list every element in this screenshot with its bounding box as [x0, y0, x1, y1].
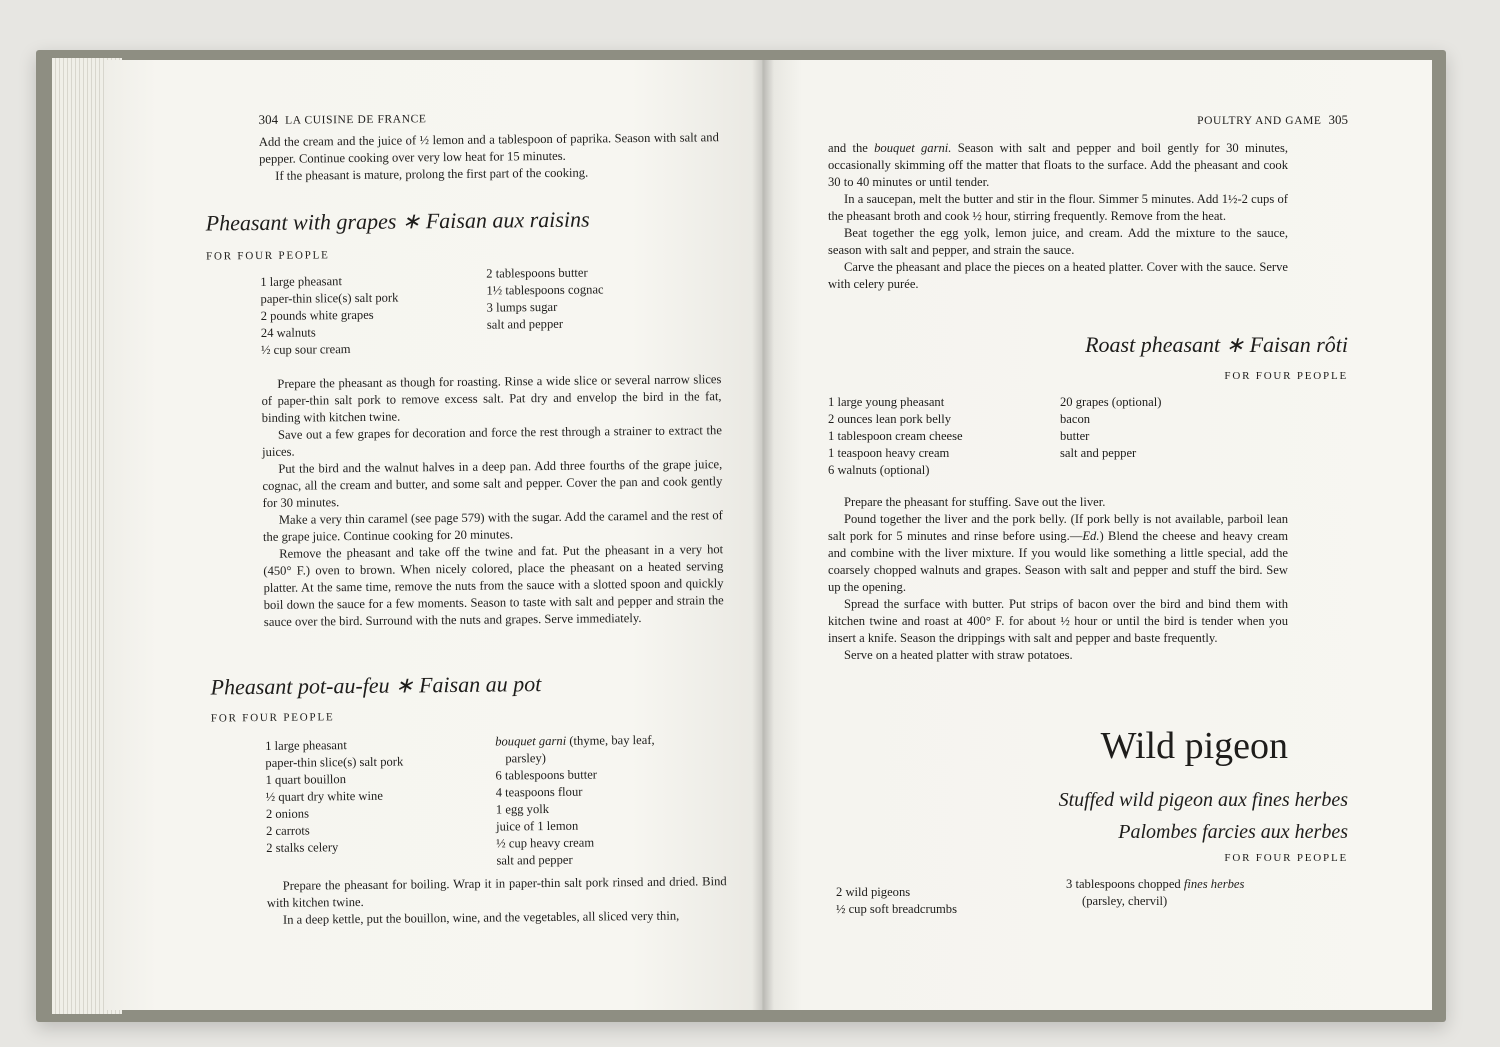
ingredients-list-5	[828, 394, 963, 479]
text-run: Pound together the liver and the pork belly. (If pork belly is not available, parboil lean salt pork for 5 minutes and rinse before using.—	[828, 512, 1288, 543]
method-paragraph: In a deep kettle, put the bouillon, wine, and the vegetables, all sliced very thin,	[282, 908, 680, 927]
ingredient: 2 wild pigeons	[836, 885, 911, 899]
ingredient: salt and pepper	[496, 852, 573, 868]
ingredient-rest: (thyme, bay leaf,	[566, 732, 655, 748]
continuation-paragraph: Beat together the egg yolk, lemon juice, and cream. Add the mixture to the sauce, season with salt and pepper, and strain the sauce.	[828, 226, 1288, 257]
ingredient: 1 teaspoon heavy cream	[828, 446, 950, 460]
ingredient: 6 tablespoons butter	[495, 767, 598, 783]
left-page	[104, 60, 764, 1010]
ingredient: 2 ounces lean pork belly	[828, 412, 952, 426]
right-running-title: POULTRY AND GAME	[1197, 115, 1322, 127]
right-page-number: 305	[1328, 112, 1348, 127]
method-paragraph	[828, 511, 1288, 596]
left-running-head	[259, 110, 427, 128]
ingredient: butter	[1060, 429, 1090, 443]
ingredients-list-8	[1066, 876, 1244, 910]
text-run-italic: Ed.	[1082, 529, 1100, 543]
ingredient: 2 tablespoons butter	[486, 265, 588, 281]
ingredients-list-7	[836, 884, 957, 918]
ingredient: 2 pounds white grapes	[260, 307, 374, 323]
recipe-title-pheasant-grapes: Pheasant with grapes ∗ Faisan aux raisins	[205, 206, 590, 236]
section-title-wild-pigeon: Wild pigeon	[1100, 725, 1288, 767]
ingredient: juice of 1 lemon	[495, 818, 579, 834]
method-paragraph: Prepare the pheasant as though for roasting. Rinse a wide slice or several narrow slices of paper-thin salt pork to remove excess salt. Pat dry and envelop the bird in the fat, binding with kitchen twine.	[261, 372, 722, 425]
text-run-italic: fines herbes	[1183, 877, 1245, 891]
ingredient: 2 carrots	[266, 823, 310, 838]
method-pheasant-grapes	[261, 371, 724, 631]
ingredient: 1 large pheasant	[260, 274, 343, 289]
method-paragraph: Make a very thin caramel (see page 579) with the sugar. Add the caramel and the rest of the grape juice. Continue cooking for 20 minutes.	[262, 508, 723, 544]
ingredient: 3 lumps sugar	[486, 299, 558, 315]
text-run: 3 tablespoons chopped	[1066, 877, 1184, 891]
method-paragraph: Remove the pheasant and take off the twine and fat. Put the pheasant in a very hot (450° F.) oven to brown. When nicely colored, place the pheasant on a heated serving platter. At the same time, remove the nuts from the sauce with a slotted spoon and quickly boil down the sauce for a few moments. Season to taste with salt and pepper and strain the sauce over the bird. Surround with the nuts and grapes. Serve immediately.	[263, 542, 724, 629]
book-gutter	[752, 60, 774, 1010]
ingredient: 20 grapes (optional)	[1060, 395, 1162, 409]
text-run: Season with salt and pepper and boil gently for 30 minutes, occasionally skimming off the matter that floats to the surface. Add the pheasant and cook 30 to 40 minutes or until tender.	[828, 141, 1288, 189]
ingredient: 1 large pheasant	[265, 738, 347, 753]
ingredient: ½ cup soft breadcrumbs	[836, 902, 958, 916]
method-roast-pheasant	[828, 494, 1288, 664]
ingredients-list-4	[495, 732, 656, 870]
ingredient-italic: bouquet garni	[495, 733, 567, 749]
recipe-title-roast-pheasant: Roast pheasant ∗ Faisan rôti	[1085, 332, 1348, 357]
subtitle-line: Palombes farcies aux herbes	[1118, 821, 1348, 843]
ingredient: ½ quart dry white wine	[265, 788, 383, 804]
intro-paragraph: Add the cream and the juice of ½ lemon and a tablespoon of paprika. Season with salt and pepper. Continue cooking over very low heat for 15 minutes.	[258, 130, 719, 166]
ingredient: 6 walnuts (optional)	[828, 463, 930, 477]
method-paragraph: Prepare the pheasant for stuffing. Save out the liver.	[844, 495, 1106, 509]
ingredient: paper-thin slice(s) salt pork	[265, 754, 404, 770]
intro-paragraph: If the pheasant is mature, prolong the first part of the cooking.	[275, 165, 589, 183]
ingredient: 4 teaspoons flour	[495, 784, 583, 800]
left-page-number: 304	[258, 111, 279, 127]
ingredient: 2 stalks celery	[266, 840, 339, 855]
subtitle-line: Stuffed wild pigeon aux fines herbes	[1058, 789, 1348, 811]
continuation-paragraph	[828, 140, 1288, 191]
ingredient: salt and pepper	[486, 316, 564, 332]
method-pot-au-feu	[267, 873, 728, 929]
ingredients-list-2	[486, 264, 604, 333]
ingredient: parsley)	[505, 751, 546, 766]
ingredient: (parsley, chervil)	[1082, 894, 1168, 908]
method-paragraph: Prepare the pheasant for boiling. Wrap it in paper-thin salt pork rinsed and dried. Bind with kitchen twine.	[266, 874, 727, 910]
intro-text	[259, 129, 720, 185]
recipe-title-pot-au-feu: Pheasant pot-au-feu ∗ Faisan au pot	[210, 671, 542, 700]
ingredient	[1066, 876, 1244, 893]
recipe-subtitle-wild-pigeon	[1059, 784, 1348, 848]
method-paragraph: Serve on a heated platter with straw potatoes.	[844, 648, 1073, 662]
ingredients-list-6	[1060, 394, 1161, 462]
ingredients-list-1	[260, 273, 399, 359]
continuation-paragraph: Carve the pheasant and place the pieces on a heated platter. Cover with the sauce. Serve with celery purée.	[828, 260, 1288, 291]
serves-label: FOR FOUR PEOPLE	[210, 711, 335, 725]
text-run: and the	[828, 141, 875, 155]
ingredient: 2 onions	[265, 806, 310, 821]
ingredient: 1½ tablespoons cognac	[486, 282, 604, 298]
continuation-text	[828, 140, 1288, 293]
text-run-italic: bouquet garni.	[874, 141, 952, 155]
ingredient: ½ cup heavy cream	[496, 835, 595, 851]
ingredient	[495, 732, 655, 751]
serves-label: FOR FOUR PEOPLE	[1224, 370, 1348, 382]
serves-label: FOR FOUR PEOPLE	[1224, 852, 1348, 864]
method-paragraph: Put the bird and the walnut halves in a deep pan. Add three fourths of the grape juice, cognac, all the cream and butter, and some salt and pepper. Cover the pan and cook gently for 30 minutes.	[262, 457, 723, 510]
right-page	[762, 60, 1432, 1010]
ingredient: 1 large young pheasant	[828, 395, 945, 409]
serves-label: FOR FOUR PEOPLE	[205, 249, 330, 263]
method-paragraph: Spread the surface with butter. Put strips of bacon over the bird and bind them with kitchen twine and roast at 400° F. for about ½ hour or until the bird is tender when you insert a knife. Season the drippings with salt and pepper and baste frequently.	[828, 597, 1288, 645]
ingredient: 1 quart bouillon	[265, 772, 347, 787]
ingredient: 1 egg yolk	[495, 801, 550, 817]
left-running-title: LA CUISINE DE FRANCE	[285, 113, 427, 127]
ingredient: 24 walnuts	[260, 325, 316, 340]
right-running-head	[1197, 112, 1348, 128]
ingredient: ½ cup sour cream	[260, 342, 351, 357]
method-paragraph: Save out a few grapes for decoration and force the rest through a strainer to extract the juices.	[262, 423, 722, 459]
ingredient: paper-thin slice(s) salt pork	[260, 290, 399, 306]
ingredient: 1 tablespoon cream cheese	[828, 429, 963, 443]
ingredient: salt and pepper	[1060, 446, 1137, 460]
continuation-paragraph: In a saucepan, melt the butter and stir in the flour. Simmer 5 minutes. Add 1½-2 cups of the pheasant broth and cook ½ hour, stirring frequently. Remove from the heat.	[828, 192, 1288, 223]
ingredients-list-3	[265, 737, 404, 857]
ingredient: bacon	[1060, 412, 1091, 426]
text-run: ) Blend the cheese and heavy cream and combine with the liver mixture. If you would like something a little special, add the coarsely chopped walnuts and grapes. Season with salt and pepper and stuff the bird. Sew up the opening.	[828, 529, 1288, 594]
